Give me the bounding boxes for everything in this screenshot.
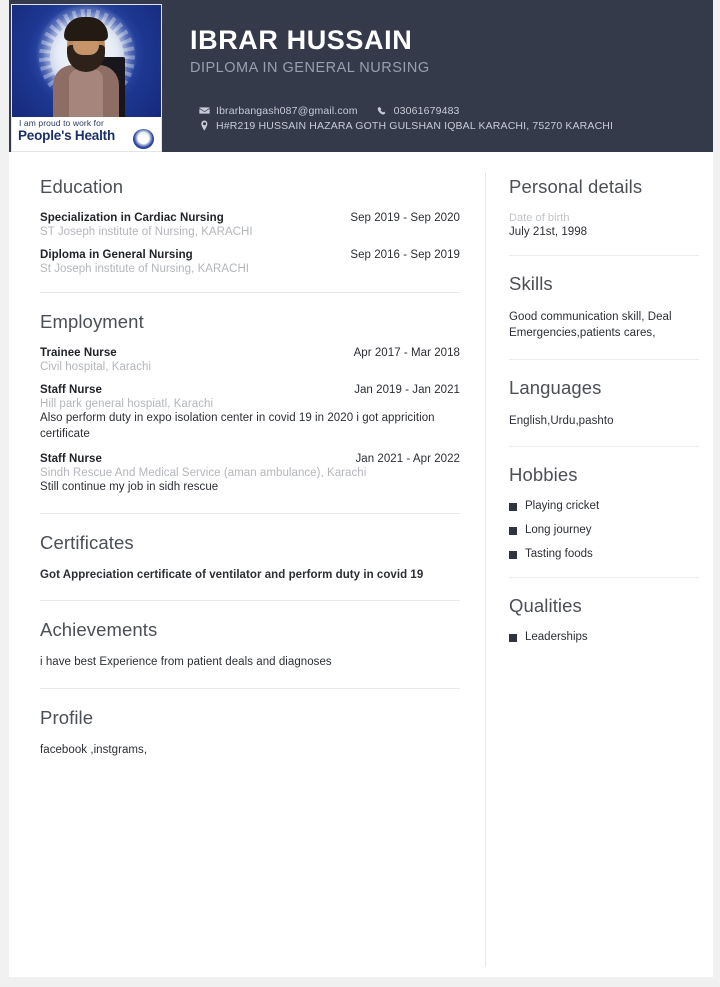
employment-entry (40, 347, 460, 373)
education-entry-title: Specialization in Cardiac Nursing (40, 212, 224, 224)
skills-text: Good communication skill, Deal Emergencies,patients cares, (509, 311, 672, 340)
section-title-employment: Employment (40, 311, 144, 332)
column-divider (485, 172, 486, 967)
section-skills (509, 273, 699, 342)
square-bullet-icon (509, 527, 517, 535)
education-entry-institution: St Joseph institute of Nursing, KARACHI (40, 263, 250, 275)
achievements-text: i have best Experience from patient deals and diagnoses (40, 656, 332, 669)
education-entry-head (40, 212, 460, 224)
photo-caption-line-1: I am proud to work for (19, 118, 104, 128)
location-pin-icon (198, 119, 211, 132)
section-certificates (40, 532, 460, 584)
section-qualities (509, 595, 699, 643)
photo-person-hair (64, 17, 108, 41)
section-title-education: Education (40, 176, 124, 197)
contact-address (198, 119, 613, 132)
hobby-label: Long journey (525, 523, 592, 536)
header-titles (190, 26, 700, 76)
employment-entry-title: Trainee Nurse (40, 347, 117, 359)
section-title-profile: Profile (40, 707, 94, 729)
education-entry-title: Diploma in General Nursing (40, 249, 193, 261)
employment-entry-description: Still continue my job in sidh rescue (40, 481, 219, 494)
contact-details (198, 103, 703, 133)
section-employment (40, 311, 460, 496)
organization-logo-icon (133, 129, 154, 149)
photo-caption-banner (12, 117, 161, 151)
section-profile (40, 707, 460, 759)
section-title-hobbies: Hobbies (509, 463, 578, 485)
sidebar-divider (509, 446, 699, 447)
employment-entry-head (40, 384, 460, 396)
employment-entry-company: Sindh Rescue And Medical Service (aman ambulance), Karachi (40, 467, 367, 480)
list-item (509, 631, 699, 643)
list-item (509, 548, 699, 560)
education-entry (40, 212, 460, 238)
employment-entry-company: Civil hospital, Karachi (40, 361, 152, 373)
languages-text: English,Urdu,pashto (509, 414, 614, 427)
section-divider (40, 688, 460, 689)
section-personal-details (509, 176, 699, 238)
section-divider (40, 292, 460, 293)
education-entry-date: Sep 2019 - Sep 2020 (350, 212, 460, 224)
employment-entry (40, 453, 460, 496)
photo-person-shirt (69, 69, 103, 117)
certificates-text: Got Appreciation certificate of ventilator and perform duty in covid 19 (40, 568, 424, 581)
square-bullet-icon (509, 551, 517, 559)
resume-header (9, 0, 713, 152)
section-divider (40, 600, 460, 601)
envelope-icon (198, 104, 211, 117)
section-hobbies (509, 464, 699, 560)
list-item (509, 524, 699, 536)
section-title-achievements: Achievements (40, 619, 158, 641)
section-title-skills: Skills (509, 273, 553, 294)
section-achievements (40, 619, 460, 671)
section-languages (509, 377, 699, 429)
section-title-qualities: Qualities (509, 594, 582, 616)
employment-entry-title: Staff Nurse (40, 453, 102, 466)
phone-icon (376, 104, 389, 117)
sidebar-divider (509, 255, 699, 256)
section-title-languages: Languages (509, 376, 602, 398)
section-title-personal-details: Personal details (509, 176, 643, 197)
sidebar-divider (509, 577, 699, 578)
contact-row-address (198, 118, 703, 133)
section-divider (40, 513, 460, 514)
education-entry-institution: ST Joseph institute of Nursing, KARACHI (40, 226, 253, 238)
quality-label: Leaderships (525, 630, 588, 643)
contact-email-text: Ibrarbangash087@gmail.com (216, 104, 358, 117)
contact-address-text: H#R219 HUSSAIN HAZARA GOTH GULSHAN IQBAL KARACHI, 75270 KARACHI (216, 119, 614, 132)
education-entry-head (40, 249, 460, 261)
employment-entry-head (40, 453, 460, 465)
photo-person-figure (53, 21, 119, 117)
main-column (40, 176, 460, 759)
employment-entry (40, 384, 460, 442)
sidebar-divider (509, 359, 699, 360)
square-bullet-icon (509, 503, 517, 511)
employment-entry-company: Hill park general hospiatl, Karachi (40, 398, 214, 410)
contact-email[interactable] (198, 104, 358, 117)
employment-entry-date: Jan 2021 - Apr 2022 (355, 453, 460, 466)
profile-photo-image (12, 5, 161, 117)
date-of-birth-label: Date of birth (509, 212, 570, 224)
employment-entry-head (40, 347, 460, 359)
resume-sheet (9, 0, 713, 977)
candidate-name: IBRAR HUSSAIN (190, 25, 413, 55)
employment-entry-title: Staff Nurse (40, 384, 102, 396)
date-of-birth-value: July 21st, 1998 (509, 226, 588, 238)
employment-entry-date: Jan 2019 - Jan 2021 (354, 384, 460, 396)
section-title-certificates: Certificates (40, 531, 134, 553)
profile-photo (11, 4, 162, 152)
employment-entry-description: Also perform duty in expo isolation center in covid 19 in 2020 i got appricition certificate (40, 412, 435, 440)
list-item (509, 500, 699, 512)
employment-entry-date: Apr 2017 - Mar 2018 (353, 347, 460, 359)
education-entry-date: Sep 2016 - Sep 2019 (350, 249, 460, 261)
photo-caption-line-2: People's Health (18, 128, 115, 143)
section-education (40, 176, 460, 275)
profile-text: facebook ,instgrams, (40, 744, 148, 757)
contact-row-email-phone (198, 103, 703, 118)
square-bullet-icon (509, 634, 517, 642)
hobby-label: Playing cricket (525, 499, 600, 512)
contact-phone[interactable] (376, 104, 460, 117)
hobby-label: Tasting foods (525, 547, 593, 560)
candidate-role: DIPLOMA IN GENERAL NURSING (190, 60, 430, 77)
sidebar-column (509, 176, 699, 643)
education-entry (40, 249, 460, 275)
contact-phone-text: 03061679483 (393, 104, 460, 117)
